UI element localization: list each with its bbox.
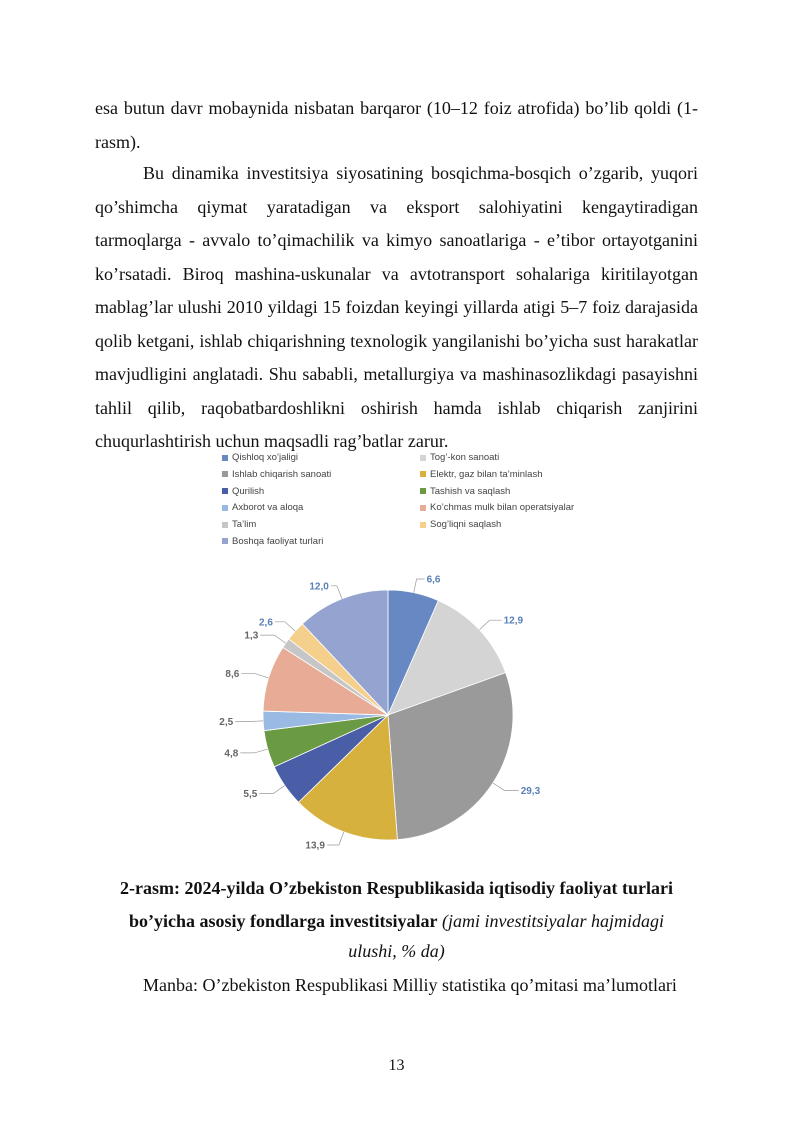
leader-line <box>235 721 263 722</box>
legend-item <box>222 533 420 549</box>
figure-caption-line-2 <box>95 904 698 938</box>
leader-line <box>414 579 425 593</box>
legend-swatch <box>420 471 426 477</box>
data-label: 12,9 <box>503 615 524 627</box>
legend-item <box>222 450 420 466</box>
legend-swatch <box>222 471 228 477</box>
figure-caption-line-1: 2-rasm: 2024-yilda O’zbekiston Respublikasida iqtisodiy faoliyat turlari <box>119 878 674 898</box>
pie-chart <box>200 560 580 865</box>
legend-item <box>420 450 600 466</box>
chart-legend <box>222 450 602 549</box>
legend-label: Ishlab chiqarish sanoati <box>232 468 332 480</box>
figure-caption-italic: (jami investitsiyalar hajmidagi <box>442 911 664 931</box>
data-label: 1,3 <box>244 630 259 642</box>
data-label: 2,5 <box>219 717 234 728</box>
legend-swatch <box>222 455 228 461</box>
legend-item <box>420 483 600 499</box>
leader-line <box>240 749 267 753</box>
leader-line <box>260 635 285 643</box>
data-label: 13,9 <box>305 840 325 852</box>
legend-swatch <box>420 455 426 461</box>
legend-swatch <box>222 538 228 544</box>
legend-item <box>222 517 420 533</box>
leader-line <box>327 832 344 845</box>
legend-swatch <box>222 522 228 528</box>
data-label: 12,0 <box>309 581 329 593</box>
leader-line <box>493 783 519 791</box>
data-label: 4,8 <box>224 748 239 760</box>
data-label: 29,3 <box>520 786 541 798</box>
legend-item <box>222 467 420 483</box>
legend-item <box>222 500 420 516</box>
legend-label: Boshqa faoliyat turlari <box>232 535 324 547</box>
legend-label: Qurilish <box>232 485 265 497</box>
leader-line <box>479 620 501 630</box>
leader-line <box>275 622 295 631</box>
legend-label: Ta’lim <box>232 519 257 530</box>
data-label: 8,6 <box>225 669 240 681</box>
legend-label: Axborot va aloqa <box>232 502 304 514</box>
legend-swatch <box>420 522 426 528</box>
paragraph-1: esa butun davr mobaynida nisbatan barqaror (10–12 foiz atrofida) bo’lib qoldi (1-rasm). <box>95 98 698 152</box>
figure-caption-bold: bo’yicha asosiy fondlarga investitsiyalar <box>128 911 438 931</box>
source-note: Manba: O’zbekiston Respublikasi Milliy statistika qo’mitasi ma’lumotlari <box>143 975 677 995</box>
legend-label: Elektr, gaz bilan ta’minlash <box>430 468 543 480</box>
legend-item <box>222 483 420 499</box>
legend-label: Tashish va saqlash <box>430 485 511 497</box>
leader-line <box>241 674 268 678</box>
legend-item <box>420 500 600 516</box>
legend-item <box>420 517 600 533</box>
leader-line <box>331 586 342 599</box>
legend-label: Qishloq xo’jaligi <box>232 452 299 464</box>
paragraph-2: Bu dinamika investitsiya siyosatining bosqichma-bosqich o’zgarib, yuqori qo’shimcha qiymat yaratadigan va eksport salohiyatini kengaytiradigan tarmoqlarga - avvalo to’qimachilik va kimyo sanoatlariga - e’tibor ortayotganini ko’rsatadi. Biroq mashina-uskunalar va avtotransport sohalariga kiritilayotgan mablag’lar ulushi 2010 yildagi 15 foizdan keyingi yillarda atigi 5–7 foiz darajasida qolib ketgani, ishlab chiqarishning texnologik yangilanishi bo’yicha sust harakatlar mavjudligini anglatadi. Shu sababli, metallurgiya va mashinasozlikdagi pasayishni tahlil qilib, raqobatbardoshlikni oshirish hamda ishlab chiqarish zanjirini chuqurlashtirish uchun maqsadli rag’batlar zarur. <box>95 163 698 451</box>
legend-swatch <box>222 505 228 511</box>
legend-label: Sog’liqni saqlash <box>430 519 502 530</box>
data-label: 6,6 <box>426 574 441 586</box>
legend-swatch <box>420 505 426 511</box>
legend-label: Tog’-kon sanoati <box>430 452 500 464</box>
figure-caption-line-3: ulushi, % da) <box>348 941 445 961</box>
leader-line <box>259 786 285 794</box>
data-label: 2,6 <box>258 617 273 629</box>
legend-swatch <box>222 488 228 494</box>
legend-item <box>420 467 600 483</box>
legend-swatch <box>420 488 426 494</box>
page-number: 13 <box>388 1057 405 1074</box>
data-label: 5,5 <box>243 789 258 800</box>
legend-label: Ko’chmas mulk bilan operatsiyalar <box>430 502 575 514</box>
